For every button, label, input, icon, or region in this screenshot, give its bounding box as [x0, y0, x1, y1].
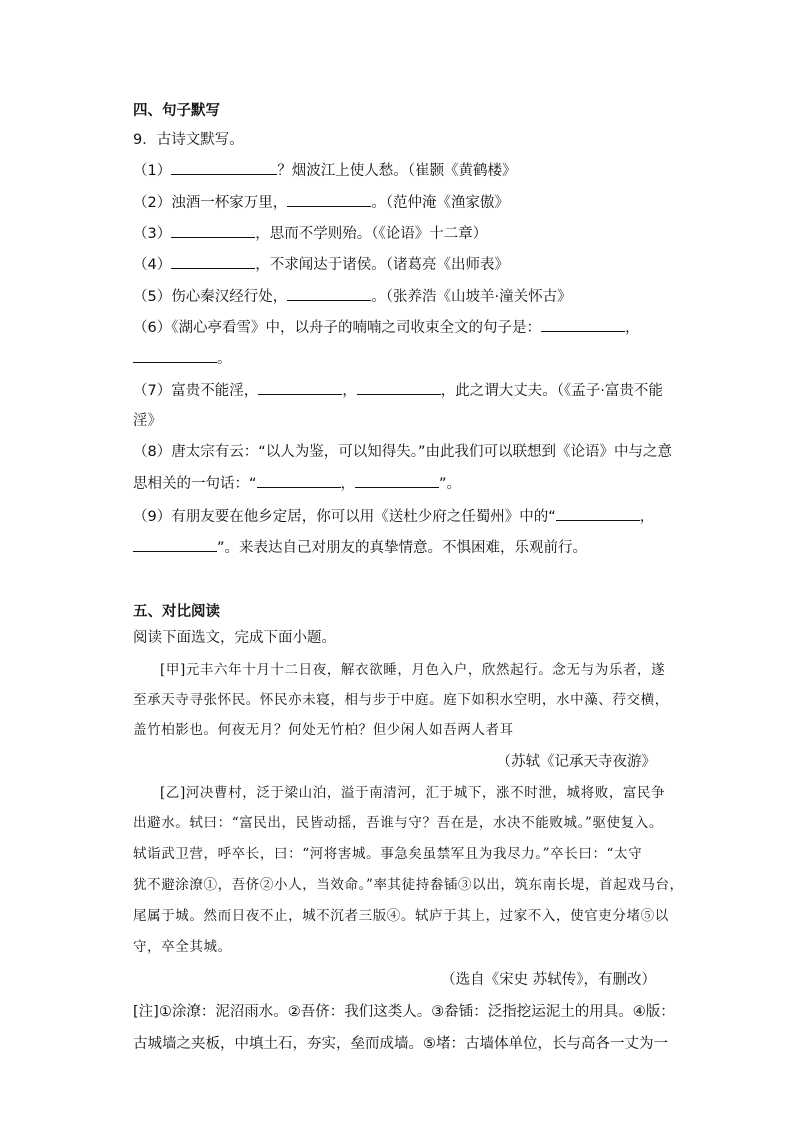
answer-blank	[287, 286, 371, 301]
item-8-before: 唐太宗有云：“以人为鉴，可以知得失。”由此我们可以联想到《论语》中与之意	[171, 444, 673, 460]
item-9-before: 有朋友要在他乡定居，你可以用《送杜少府之任蜀州》中的“	[171, 509, 556, 525]
passage-jia-line: 至承天寺寻张怀民。怀民亦未寝，相与步于中庭。庭下如积水空明，水中藻、荇交横，	[133, 692, 669, 708]
item-1-text: ？烟波江上使人愁。（崔颢《黄鹤楼》	[277, 163, 517, 179]
answer-blank	[258, 380, 342, 395]
section4-heading: 四、句子默写	[133, 103, 220, 119]
item-6-cont	[133, 348, 232, 369]
item-6	[133, 317, 639, 338]
item-6-num: （6）	[133, 320, 172, 336]
notes-line: [注]①涂潦：泥沼雨水。②吾侪：我们这类人。③畚锸：泛指挖运泥土的用具。④版：	[133, 1004, 675, 1020]
item-8-cont-mid: ，	[340, 476, 356, 492]
item-9-cont-end: ”。来表达自己对朋友的真挚情意。不惧困难，乐观前行。	[217, 540, 588, 556]
passage-yi-line: 出避水。轼曰：“富民出，民皆动摇，吾谁与守？吾在是，水决不能败城。”驱使复入。	[133, 815, 663, 831]
item-7-num: （7）	[133, 383, 172, 399]
item-8-num: （8）	[133, 444, 172, 460]
answer-blank	[171, 160, 277, 175]
passage-yi-line: 轼诣武卫营，呼卒长，曰：“河将害城。事急矣虽禁军且为我尽力。”卒长曰：“太守	[133, 846, 643, 862]
section5-intro: 阅读下面选文，完成下面小题。	[133, 630, 336, 646]
item-3-text: ，思而不学则殆。（《论语》十二章）	[255, 226, 488, 242]
passage-yi-line: [乙]河决曹村，泛于梁山泊，溢于南清河，汇于城下，涨不时泄，城将败，富民争	[160, 785, 666, 801]
item-4-num: （4）	[133, 257, 172, 273]
passage-yi-line: 尾属于城。然而日夜不止，城不沉者三版④。轼庐于其上，过家不入，使官吏分堵⑤以	[133, 908, 669, 924]
item-6-end: 。	[217, 351, 232, 367]
item-2-after: 。（范仲淹《渔家傲》	[371, 195, 509, 211]
question-9-stem: 9．古诗文默写。	[133, 132, 244, 148]
passage-jia-source: （苏轼《记承天寺夜游》	[496, 754, 656, 770]
passage-yi-line: 守，卒全其城。	[133, 939, 232, 955]
item-7-mid: ，	[342, 383, 357, 399]
passage-yi-source: （选自《宋史 苏轼传》，有删改）	[441, 972, 656, 988]
item-2-before: 浊酒一杯家万里，	[171, 195, 288, 211]
section5-heading: 五、对比阅读	[133, 604, 220, 620]
item-6-mid: ，	[624, 320, 640, 336]
item-4-text: ，不求闻达于诸侯。（诸葛亮《出师表》	[255, 257, 509, 273]
answer-blank	[133, 348, 217, 363]
item-6-before: 《湖心亭看雪》中，以舟子的喃喃之司收束全文的句子是：	[171, 320, 541, 336]
item-9-cont	[133, 537, 587, 558]
item-5-num: （5）	[133, 289, 172, 305]
answer-blank	[541, 317, 625, 332]
item-3-num: （3）	[133, 226, 172, 242]
item-1	[133, 160, 516, 181]
passage-jia-line: 盖竹柏影也。何夜无月？何处无竹柏？但少闲人如吾两人者耳	[133, 722, 514, 738]
answer-blank	[287, 192, 371, 207]
item-5-before: 伤心秦汉经行处，	[171, 289, 288, 305]
item-5	[133, 286, 572, 307]
item-4	[133, 254, 509, 275]
item-7-cont: 淫》	[133, 413, 162, 429]
passage-jia-line: [甲]元丰六年十月十二日夜，解衣欲睡，月色入户，欣然起行。念无与为乐者，遂	[160, 662, 666, 678]
item-9-num: （9）	[133, 509, 172, 525]
item-9-mid: ，	[639, 509, 655, 525]
item-7	[133, 380, 663, 401]
item-8-cont-end: ”。	[439, 476, 462, 492]
item-2	[133, 192, 509, 213]
answer-blank	[133, 537, 217, 552]
item-8-cont	[133, 473, 461, 494]
item-3	[133, 223, 487, 244]
item-2-num: （2）	[133, 195, 172, 211]
passage-yi-line: 犹不避涂潦①，吾侪②小人，当效命。”率其徒持畚锸③以出，筑东南长堤，首起戏马台，	[133, 877, 684, 893]
item-9	[133, 506, 654, 527]
answer-blank	[355, 473, 439, 488]
notes-line: 古城墙之夹板，中填土石，夯实，垒而成墙。⑤堵：古墙体单位，长与高各一丈为一	[133, 1036, 668, 1052]
item-8-cont-before: 思相关的一句话：“	[133, 476, 257, 492]
answer-blank	[257, 473, 341, 488]
item-7-after: ，此之谓大丈夫。（《孟子·富贵不能	[440, 383, 663, 399]
item-8	[133, 442, 672, 462]
item-1-num: （1）	[133, 163, 172, 179]
item-7-before: 富贵不能淫，	[171, 383, 259, 399]
answer-blank	[171, 254, 255, 269]
answer-blank	[556, 506, 640, 521]
item-5-after: 。（张养浩《山坡羊·潼关怀古》	[371, 289, 572, 305]
answer-blank	[357, 380, 441, 395]
answer-blank	[171, 223, 255, 238]
